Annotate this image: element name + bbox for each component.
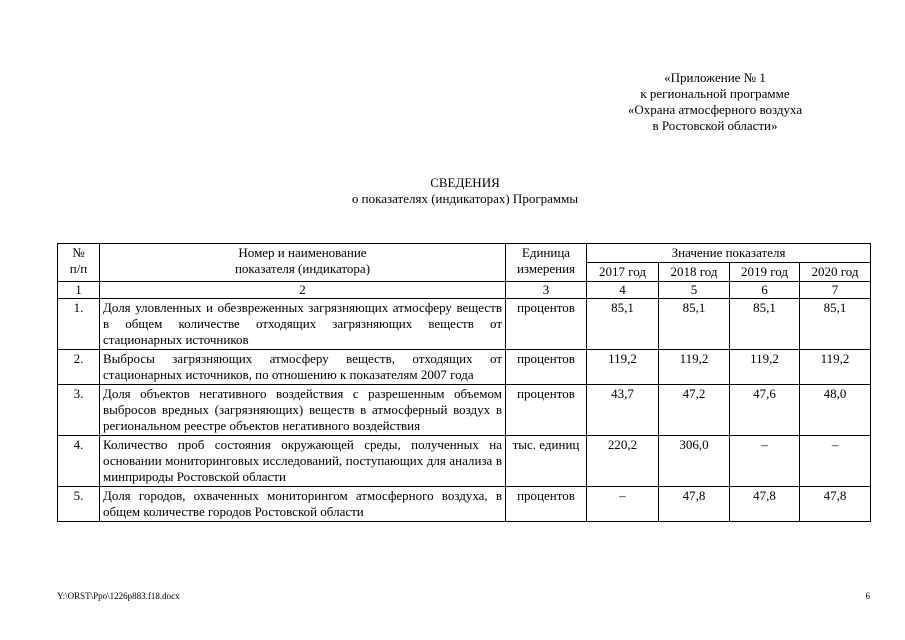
row-name: Выбросы загрязняющих атмосферу веществ, отходящих от стационарных источников, по отношению к показателям 2007 года (100, 350, 506, 385)
row-value: 43,7 (587, 385, 659, 436)
header-year: 2020 год (800, 263, 871, 282)
row-value: 85,1 (800, 299, 871, 350)
row-value: 85,1 (659, 299, 730, 350)
row-unit: процентов (506, 350, 587, 385)
row-value: 119,2 (659, 350, 730, 385)
column-number: 6 (730, 282, 800, 299)
row-num: 2. (58, 350, 100, 385)
table-row (58, 436, 871, 487)
table-row (58, 350, 871, 385)
row-value: 306,0 (659, 436, 730, 487)
header-year: 2018 год (659, 263, 730, 282)
appendix-line: к региональной программе (640, 86, 790, 101)
appendix-block (560, 70, 870, 134)
row-unit: процентов (506, 385, 587, 436)
row-value: 48,0 (800, 385, 871, 436)
table-row (58, 385, 871, 436)
header-year: 2017 год (587, 263, 659, 282)
row-value: 220,2 (587, 436, 659, 487)
row-num: 1. (58, 299, 100, 350)
footer-file-path: Y:\ORST\Ppo\1226p883.f18.docx (57, 591, 180, 601)
column-number: 7 (800, 282, 871, 299)
indicators-table (57, 243, 871, 522)
header-num: № п/п (58, 244, 100, 282)
row-value: 85,1 (730, 299, 800, 350)
row-num: 5. (58, 487, 100, 522)
row-value: – (587, 487, 659, 522)
row-value: 85,1 (587, 299, 659, 350)
row-value: 119,2 (587, 350, 659, 385)
row-value: – (800, 436, 871, 487)
row-value: 47,6 (730, 385, 800, 436)
header-unit: Единица измерения (506, 244, 587, 282)
row-unit: тыс. единиц (506, 436, 587, 487)
row-value: 47,8 (800, 487, 871, 522)
row-value: 47,8 (659, 487, 730, 522)
column-number: 1 (58, 282, 100, 299)
column-number: 5 (659, 282, 730, 299)
header-value-group: Значение показателя (587, 244, 871, 263)
row-value: 119,2 (800, 350, 871, 385)
row-unit: процентов (506, 487, 587, 522)
row-unit: процентов (506, 299, 587, 350)
header-year: 2019 год (730, 263, 800, 282)
document-heading (230, 175, 700, 207)
appendix-line: «Охрана атмосферного воздуха (627, 102, 803, 117)
column-number: 3 (506, 282, 587, 299)
table-row (58, 487, 871, 522)
column-number: 2 (100, 282, 506, 299)
appendix-line: «Приложение № 1 (664, 70, 766, 85)
footer-page-number: 6 (865, 591, 870, 601)
column-number-row (58, 282, 871, 299)
row-name: Доля городов, охваченных мониторингом атмосферного воздуха, в общем количестве городов Ростовской области (100, 487, 506, 522)
row-name: Доля уловленных и обезвреженных загрязняющих атмосферу веществ в общем количестве отходящих загрязняющих веществ от стационарных источников (100, 299, 506, 350)
row-value: – (730, 436, 800, 487)
row-num: 4. (58, 436, 100, 487)
header-name: Номер и наименование показателя (индикатора) (100, 244, 506, 282)
header-row (58, 244, 871, 263)
column-number: 4 (587, 282, 659, 299)
heading-title: СВЕДЕНИЯ (430, 175, 500, 190)
row-name: Количество проб состояния окружающей среды, полученных на основании мониторинговых исследований, поступающих для анализа в минприроды Ростовской области (100, 436, 506, 487)
row-value: 47,8 (730, 487, 800, 522)
appendix-line: в Ростовской области» (652, 118, 778, 133)
heading-subtitle: о показателях (индикаторах) Программы (351, 191, 579, 206)
row-value: 119,2 (730, 350, 800, 385)
row-name: Доля объектов негативного воздействия с разрешенным объемом выбросов вредных (загрязняющих) веществ в атмосферный воздух в региональном реестре объектов негативного воздействия (100, 385, 506, 436)
row-value: 47,2 (659, 385, 730, 436)
row-num: 3. (58, 385, 100, 436)
table-row (58, 299, 871, 350)
